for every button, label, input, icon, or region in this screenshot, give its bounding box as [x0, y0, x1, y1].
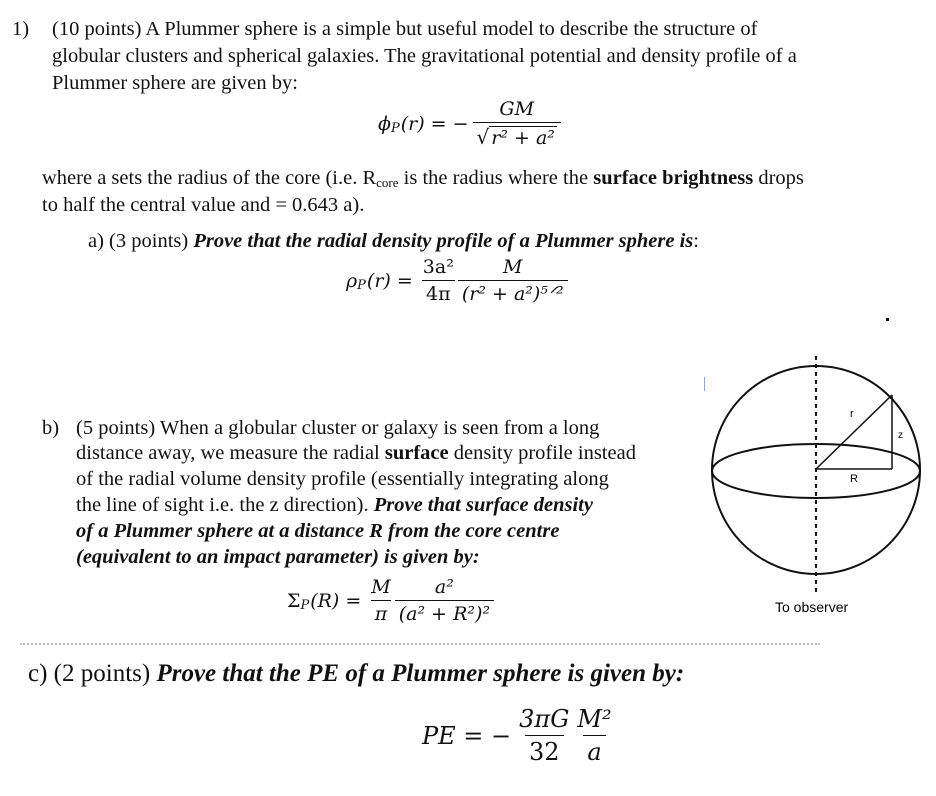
where-line-2: to half the central value and = 0.643 a). — [42, 194, 365, 216]
where-text-c: drops — [753, 167, 804, 189]
part-b-line2-b: density profile instead — [448, 442, 636, 464]
sigma-symbol: Σ — [287, 589, 301, 612]
potential-numerator: GM — [499, 98, 535, 120]
potential-sqrt-body: r² + a² — [491, 127, 555, 149]
radius-line — [816, 395, 892, 469]
potential-equation — [378, 98, 561, 149]
pe-fraction-2-numerator: M² — [577, 705, 612, 733]
label-R: R — [850, 473, 858, 485]
part-b-line4-italic: Prove that surface density — [373, 494, 593, 516]
surface-fraction-1-denominator: π — [371, 600, 392, 625]
part-b-line4 — [76, 492, 593, 518]
rho-symbol: ρ — [346, 269, 358, 292]
label-observer: To observer — [775, 599, 849, 615]
part-c-italic: Prove that the PE of a Plummer sphere is given by: — [156, 660, 685, 687]
part-a-italic: Prove that the radial density profile of a Plummer sphere is — [193, 230, 694, 252]
part-b-line3: of the radial volume density profile (essentially integrating along — [76, 468, 609, 490]
label-r: r — [850, 408, 854, 420]
surface-fraction-1 — [367, 576, 394, 625]
where-text-b: is the radius where the — [398, 167, 594, 189]
potential-energy-equation — [422, 705, 616, 766]
density-fraction-2-numerator: M — [502, 256, 523, 278]
sigma-subscript: P — [300, 598, 310, 613]
where-text-a: where a sets the radius of the core (i.e. R — [42, 167, 377, 189]
part-b-line6: (equivalent to an impact parameter) is given by: — [76, 546, 480, 568]
where-bold-text: surface brightness — [593, 167, 754, 189]
where-core-subscript: core — [376, 175, 399, 190]
part-b-label: b) — [42, 417, 60, 439]
surface-fraction-2-numerator: a² — [434, 576, 454, 598]
part-b-line2 — [76, 440, 636, 466]
part-c-header — [28, 660, 684, 688]
phi-argument: (r) = − — [400, 112, 469, 135]
pe-fraction-1-numerator: 3πG — [519, 705, 570, 733]
density-fraction-2 — [458, 256, 568, 305]
rho-subscript: P — [357, 278, 366, 293]
surface-fraction-1-numerator: M — [371, 576, 391, 598]
part-b-line4-a: the line of sight i.e. the z direction). — [76, 494, 374, 516]
pe-fraction-2 — [573, 705, 615, 766]
density-fraction-1-denominator: 4π — [422, 280, 455, 305]
surface-fraction-2 — [395, 576, 494, 625]
plummer-sphere-diagram — [700, 350, 930, 630]
phi-subscript: P — [390, 121, 400, 136]
part-a-colon: : — [693, 230, 699, 252]
part-a-label: a) (3 points) — [88, 230, 194, 252]
pe-fraction-1-denominator: 32 — [525, 735, 564, 766]
surface-density-equation — [287, 576, 494, 625]
part-b-line2-bold: surface — [384, 442, 449, 464]
rho-argument: (r) = — [366, 269, 413, 292]
question-1-line3: Plummer sphere are given by: — [52, 72, 298, 94]
part-b-line1: (5 points) When a globular cluster or galaxy is seen from a long — [76, 417, 600, 439]
question-1-number: 1) — [12, 18, 30, 40]
question-1-line1: (10 points) A Plummer sphere is a simple but useful model to describe the structure of — [52, 18, 758, 40]
sigma-argument: (R) = — [310, 589, 362, 612]
density-fraction-1 — [419, 256, 458, 305]
density-fraction-2-denominator: (r² + a²)⁵ᐟ² — [458, 280, 568, 305]
pe-fraction-1 — [515, 705, 573, 766]
potential-denominator: √ r² + a² — [473, 122, 561, 149]
phi-symbol: ϕ — [378, 112, 391, 135]
density-fraction-1-numerator: 3a² — [422, 256, 454, 278]
stray-dot — [886, 318, 889, 321]
part-b-line2-a: distance away, we measure the radial — [76, 442, 385, 464]
pe-fraction-2-denominator: a — [583, 735, 605, 766]
part-b-line5: of a Plummer sphere at a distance R from the core centre — [76, 520, 560, 542]
separator-line — [20, 643, 820, 645]
surface-fraction-2-denominator: (a² + R²)² — [395, 600, 494, 625]
potential-fraction — [473, 98, 561, 149]
question-1-line2: globular clusters and spherical galaxies. The gravitational potential and density profile of a — [52, 45, 797, 67]
pe-lhs: PE = − — [422, 721, 512, 750]
part-c-label: c) (2 points) — [28, 660, 157, 687]
density-equation — [346, 256, 568, 305]
label-z: z — [898, 430, 903, 441]
part-a-header — [88, 228, 699, 254]
